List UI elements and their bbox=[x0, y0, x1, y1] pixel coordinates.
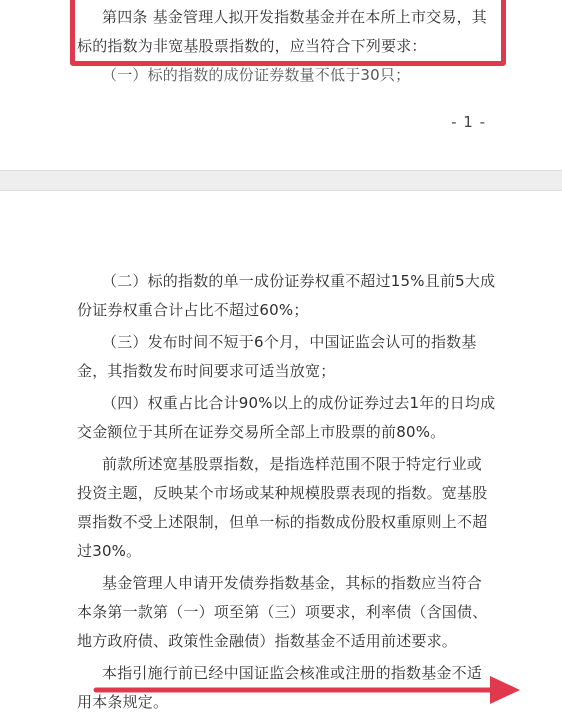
text-line: 本条第一款第（一）项至第（三）项要求，利率债（含国债、 bbox=[77, 603, 488, 621]
text-line: （四）权重占比合计90%以上的成份证券过去1年的日均成 bbox=[102, 394, 496, 412]
text-line: 交金额位于其所在证券交易所全部上市股票的前80%。 bbox=[77, 423, 446, 441]
text-line: 票指数不受上述限制，但单一标的指数成份股权重原则上不超 bbox=[77, 513, 488, 531]
arrow-annotation-icon bbox=[96, 672, 526, 708]
text-line: 份证券权重合计占比不超过60%； bbox=[77, 301, 309, 319]
highlight-annotation-box bbox=[70, 0, 506, 66]
text-line: 地方政府债、政策性金融债）指数基金不适用前述要求。 bbox=[77, 632, 458, 650]
text-line: 第四条 基金管理人拟开发指数基金并在本所上市交易，其 bbox=[102, 8, 487, 26]
text-line: 金，其指数发布时间要求可适当放宽； bbox=[77, 362, 336, 380]
text-line: 投资主题，反映某个市场或某种规模股票表现的指数。宽基股 bbox=[77, 484, 488, 502]
text-line: 用本条规定。 bbox=[77, 693, 169, 711]
page-number: - 1 - bbox=[451, 113, 486, 131]
text-line: 基金管理人申请开发债券指数基金，其标的指数应当符合 bbox=[102, 574, 483, 592]
text-line: （二）标的指数的单一成份证券权重不超过15%且前5大成 bbox=[102, 272, 496, 290]
text-line: （三）发布时间不短于6个月，中国证监会认可的指数基 bbox=[102, 333, 477, 351]
text-line: （一）标的指数的成份证券数量不低于30只； bbox=[102, 66, 411, 84]
page-separator bbox=[0, 170, 562, 191]
text-line: 过30%。 bbox=[77, 542, 142, 560]
text-line: 标的指数为非宽基股票指数的，应当符合下列要求： bbox=[77, 37, 427, 55]
text-line: 前款所述宽基股票指数，是指选样范围不限于特定行业或 bbox=[102, 455, 483, 473]
text-line: 本指引施行前已经中国证监会核准或注册的指数基金不适 bbox=[102, 664, 483, 682]
